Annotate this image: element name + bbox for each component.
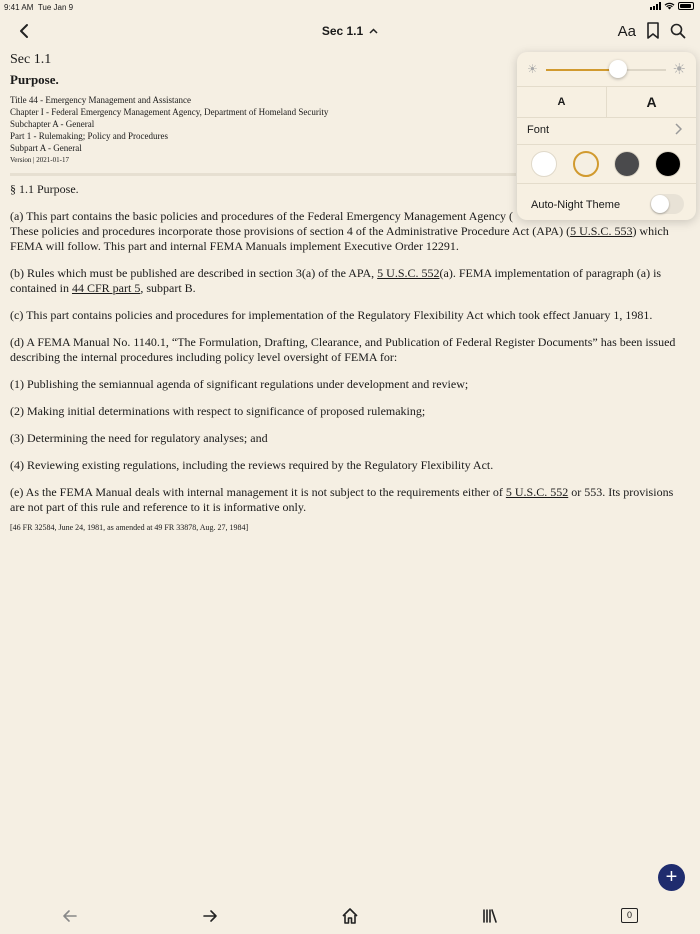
wifi-icon [664,2,675,10]
nav-actions [618,22,686,40]
link-5-usc-552-e[interactable]: 5 U.S.C. 552 [505,485,569,499]
section-title-text: § 1.1 Purpose. [10,182,79,196]
chevron-right-icon [675,122,682,138]
section-title-button[interactable] [0,24,700,38]
meta-part: Part 1 - Rulemaking; Policy and Procedures [10,131,168,141]
decrease-font-size-button[interactable]: A [517,87,607,117]
battery-icon [678,2,694,10]
add-note-button[interactable] [658,864,685,891]
chevron-up-icon [369,26,378,37]
status-bar [0,0,700,16]
paragraph-d: (d) A FEMA Manual No. 1140.1, “The Formulation, Drafting, Clearance, and Publication of Federal Register Documents” has been issued describing the internal procedures including policy level oversight of FEMA for: [10,335,676,364]
font-menu-row[interactable] [517,118,696,145]
toggle-knob [651,195,669,213]
arrow-right-icon[interactable] [200,906,220,926]
list-item-4: (4) Reviewing existing regulations, including the reviews required by the Regulatory Flexibility Act. [10,458,494,472]
auto-night-toggle[interactable] [650,194,684,214]
list-item-3: (3) Determining the need for regulatory analyses; and [10,431,268,445]
theme-row [517,145,696,184]
tabs-count-button[interactable]: 0 [621,908,638,923]
auto-night-row [517,184,696,220]
link-5-usc-553[interactable]: 5 U.S.C. 553 [570,224,633,238]
brightness-slider[interactable] [546,69,666,71]
purpose-heading: Purpose. [10,72,59,87]
list-item-2: (2) Making initial determinations with respect to significance of proposed rulemaking; [10,404,426,418]
meta-subchapter: Subchapter A - General [10,119,95,129]
brightness-row [517,52,696,87]
theme-black-swatch[interactable] [655,151,681,177]
font-size-row [517,87,696,118]
increase-font-size-button[interactable]: A [646,94,657,110]
meta-subpart: Subpart A - General [10,143,82,153]
signal-icon [650,2,661,10]
source-citation: [46 FR 32584, June 24, 1981, as amended at 49 FR 33878, Aug. 27, 1984] [10,523,249,532]
paragraph-c: (c) This part contains policies and procedures for implementation of the Regulatory Flexibility Act which took effect January 1, 1981. [10,308,653,322]
font-label: Font [527,124,550,136]
paragraph-e: (e) As the FEMA Manual deals with internal management it is not subject to the requirements either of 5 U.S.C. 552 or 553. Its provisions are not part of this rule and reference to it is informative only. [10,485,674,514]
meta-chapter: Chapter I - Federal Emergency Management Agency, Department of Homeland Security [10,107,329,117]
version-label: Version | 2021-01-17 [10,156,69,164]
theme-sepia-swatch[interactable] [573,151,599,177]
brightness-fill [546,69,618,71]
brightness-thumb[interactable] [609,60,627,78]
plus-icon: + [665,866,678,888]
link-44-cfr-part-5[interactable]: 44 CFR part 5 [71,281,141,295]
section-heading: Sec 1.1 [10,52,52,67]
appearance-popover [517,52,696,220]
bottom-toolbar [0,900,700,930]
page-title: Sec 1.1 [321,24,364,38]
list-item-1: (1) Publishing the semiannual agenda of significant regulations under development and review; [10,377,469,391]
link-5-usc-552[interactable]: 5 U.S.C. 552 [377,266,440,280]
status-indicators [650,2,694,10]
theme-white-swatch[interactable] [531,151,557,177]
nav-bar [0,18,700,46]
theme-gray-swatch[interactable] [614,151,640,177]
paragraph-a: (a) This part contains the basic policies and procedures of the Federal Emergency Management Agency ( These policies and procedures incorporate those provisions of section 4 of the Administrative Procedure Act (APA) (5 U.S.C. 553) which FEMA will follow. This part and internal FEMA Manuals implement Executive Order 12291. [10,209,669,253]
brightness-high-icon: ☀ [672,61,686,78]
home-icon[interactable] [340,906,360,926]
arrow-left-icon[interactable] [60,906,80,926]
meta-title: Title 44 - Emergency Management and Assistance [10,95,191,105]
divider [10,173,516,176]
search-icon[interactable] [670,23,686,39]
bookmark-icon[interactable] [646,22,660,40]
paragraph-b: (b) Rules which must be published are described in section 3(a) of the APA, 5 U.S.C. 552(a). FEMA implementation of paragraph (a) is contained in 44 CFR part 5, subpart B. [10,266,662,295]
auto-night-label: Auto-Night Theme [531,199,621,211]
library-icon[interactable] [480,906,500,926]
text-appearance-button[interactable]: Aa [617,22,636,40]
status-time: 9:41 AM Tue Jan 9 [4,3,74,12]
brightness-low-icon: ☀ [527,62,538,76]
